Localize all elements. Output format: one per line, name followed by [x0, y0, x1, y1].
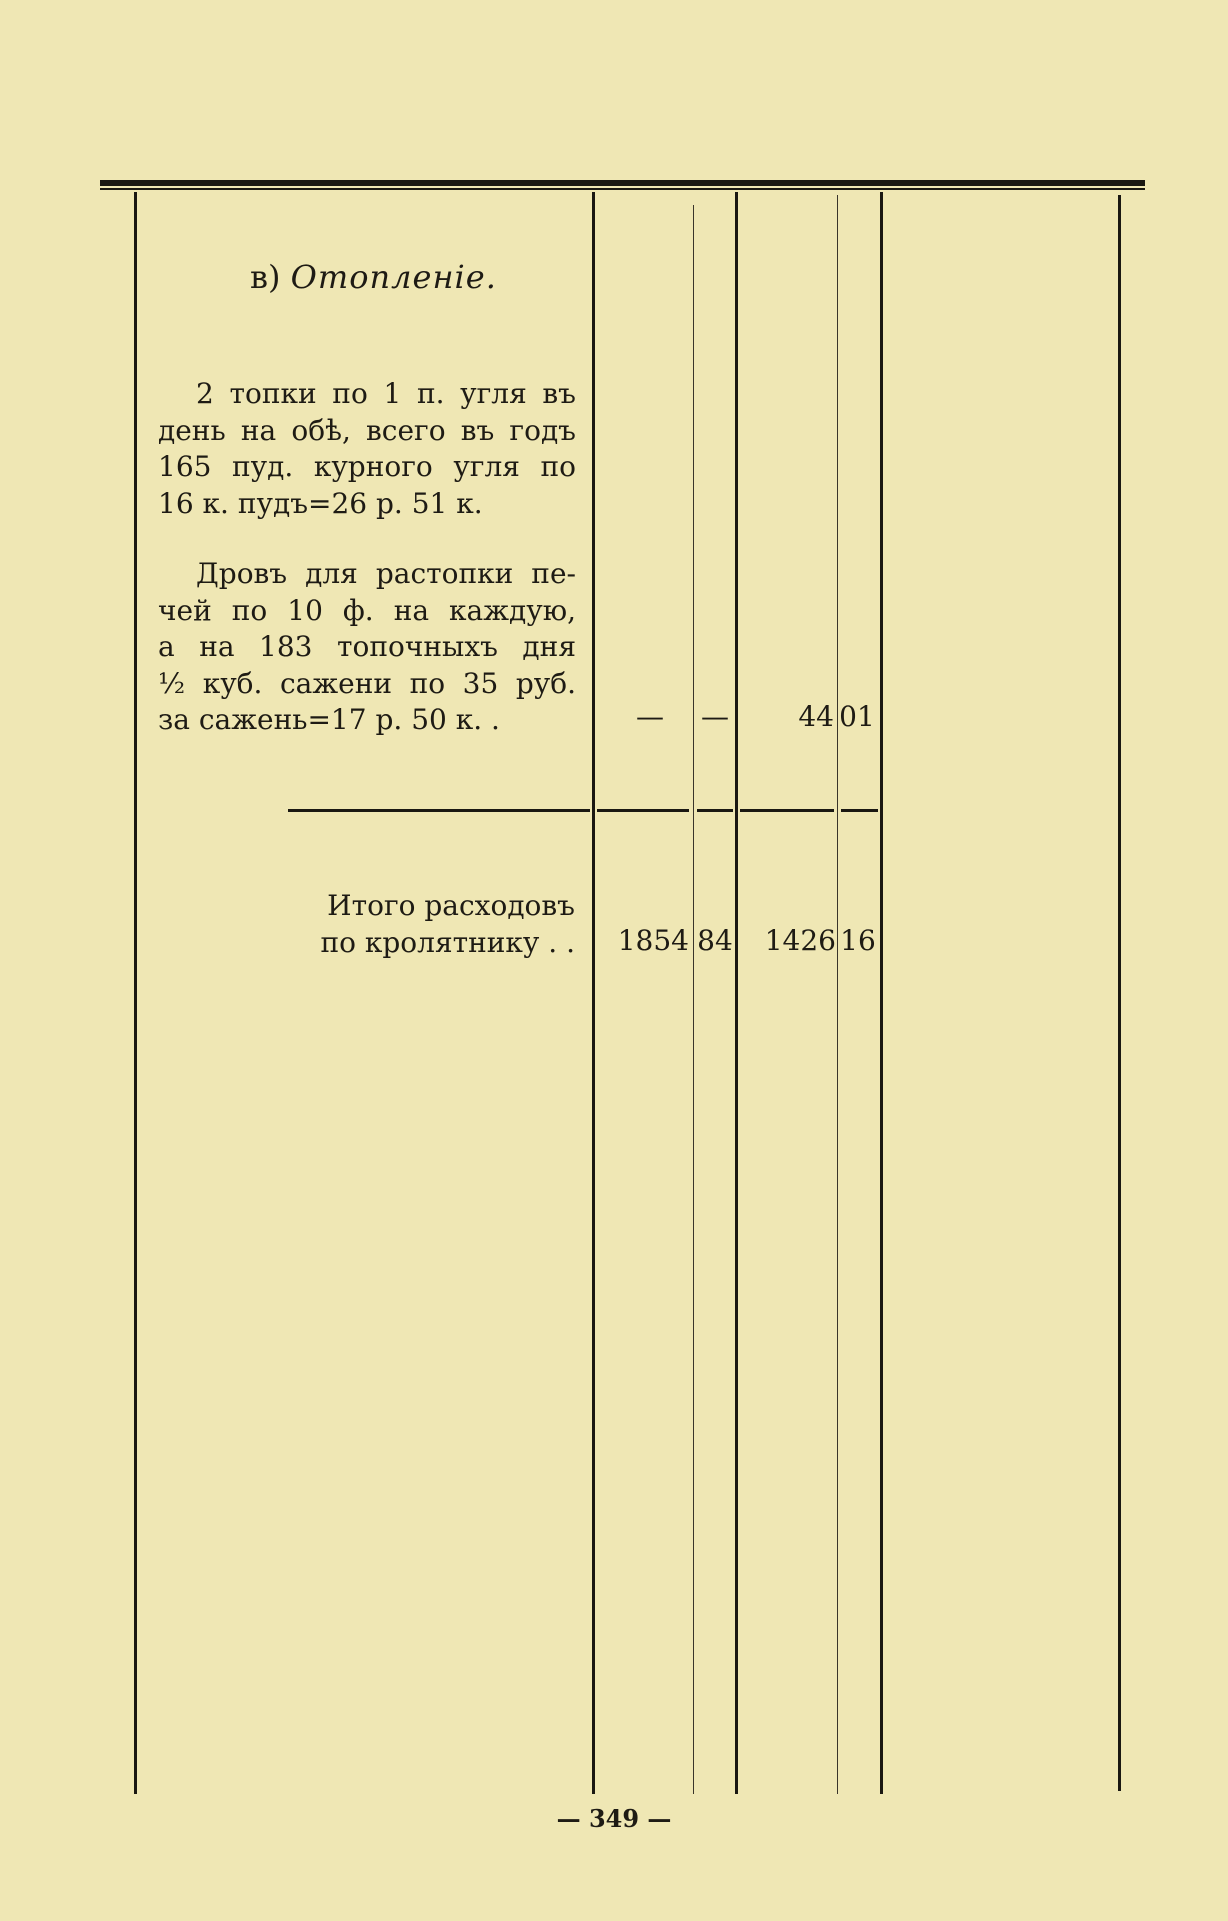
column-line-col1-kop: [693, 205, 694, 1794]
heating-col1-rub: —: [636, 700, 664, 733]
total-col1-rub: 1854: [617, 924, 689, 957]
total-label-line: Итого расходовъ: [327, 889, 575, 922]
total-label: [290, 888, 575, 961]
paragraph-line: чей по 10 ф. на каждую,: [158, 593, 576, 627]
paragraph-firewood: [158, 556, 576, 739]
total-separator-text: [288, 809, 590, 812]
column-line-right: [1118, 195, 1121, 1791]
total-label-line: по кролятнику . .: [320, 925, 575, 959]
paragraph-line: 165 пуд. курного угля по: [158, 450, 576, 483]
column-line-text-right: [592, 192, 595, 1794]
section-heading: [250, 258, 497, 296]
section-prefix: в): [250, 258, 281, 296]
column-line-col1-right: [735, 192, 738, 1794]
column-line-col2-right: [880, 192, 883, 1794]
total-separator-col1-kop: [697, 809, 733, 812]
paragraph-line: день на обѣ, всего въ годъ: [158, 413, 576, 447]
paragraph-coal: [158, 376, 576, 522]
top-rule: [100, 180, 1145, 186]
total-separator-col2-rub: [740, 809, 834, 812]
paragraph-line: 16 к. пудъ=26 р. 51 к.: [158, 486, 483, 520]
total-separator-col1-rub: [597, 809, 689, 812]
column-line-col2-kop: [837, 195, 838, 1794]
heating-col1-kop: —: [701, 700, 729, 733]
page-number: — 349 —: [556, 1804, 672, 1833]
top-rule-thin: [100, 188, 1145, 190]
total-col2-rub: 1426: [764, 924, 836, 957]
paragraph-line: ½ куб. сажени по 35 руб.: [158, 666, 576, 700]
paragraph-line: Дровъ для растопки пе-: [196, 557, 576, 590]
total-col2-kop: 16: [840, 924, 876, 957]
section-title: Отопленіе.: [290, 258, 497, 296]
heating-col2-rub: 44: [798, 700, 834, 733]
column-line-left: [134, 192, 137, 1794]
paragraph-line: за сажень=17 р. 50 к. .: [158, 703, 500, 736]
heating-col2-kop: 01: [839, 700, 875, 733]
paragraph-line: а на 183 топочныхъ дня: [158, 630, 576, 663]
paragraph-line: 2 топки по 1 п. угля въ: [196, 377, 576, 410]
total-separator-col2-kop: [841, 809, 878, 812]
total-col1-kop: 84: [697, 924, 733, 957]
